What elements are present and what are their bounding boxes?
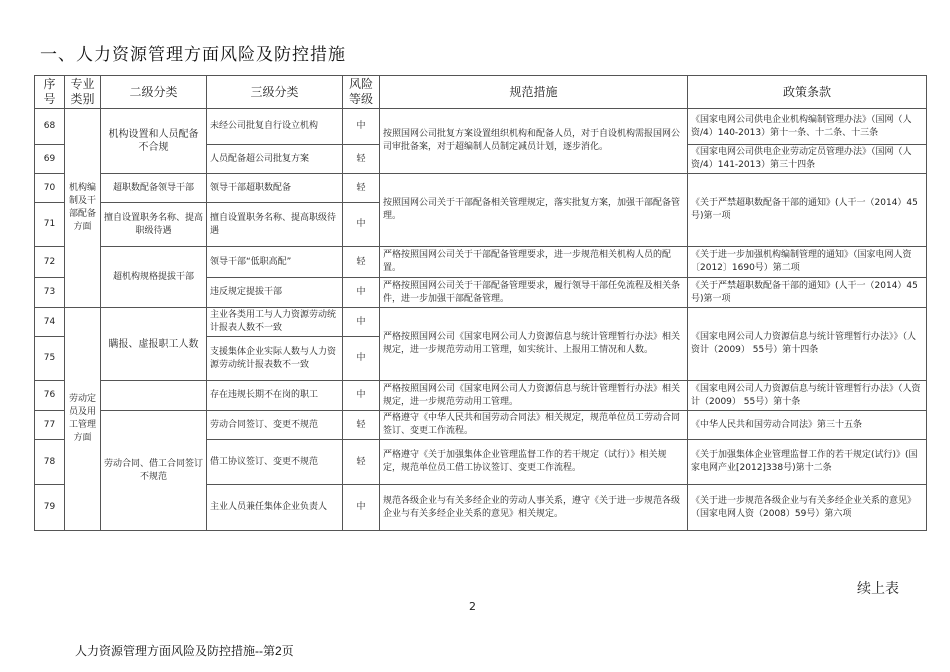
table-row (35, 247, 927, 278)
table-row (35, 308, 927, 337)
row-number: 68 (35, 109, 65, 145)
header-policy: 政策条款 (688, 76, 927, 109)
header-risk: 风险等级 (343, 76, 380, 109)
measure-cell: 规范各级企业与有关多经企业的劳动人事关系，遵守《关于进一步规范各级企业与有关多经企业关系的意见》相关规定。 (380, 485, 688, 531)
level3-category: 擅自设置职务名称、提高职级待遇 (207, 203, 343, 247)
continue-note: 续上表 (857, 581, 899, 597)
page-heading: 一、人力资源管理方面风险及防控措施 (40, 45, 346, 65)
risk-table (34, 75, 927, 531)
row-number: 73 (35, 278, 65, 308)
level3-category: 领导干部超职数配备 (207, 174, 343, 203)
policy-cell: 《国家电网公司人力资源信息与统计管理暂行办法》（人资计（2009） 55号）第十条 (688, 381, 927, 411)
policy-cell: 《关于严禁超职数配备干部的通知》(人干一（2014）45号)第一项 (688, 174, 927, 247)
row-number: 78 (35, 440, 65, 485)
risk-level: 中 (343, 308, 380, 337)
level3-category: 主业各类用工与人力资源劳动统计报表人数不一致 (207, 308, 343, 337)
measure-cell: 按照国网公司批复方案设置组织机构和配备人员，对于自设机构需报国网公司审批备案，对于超编制人员制定减员计划，逐步消化。 (380, 109, 688, 174)
risk-level: 轻 (343, 247, 380, 278)
level3-category: 人员配备超公司批复方案 (207, 145, 343, 174)
level2-category: 机构设置和人员配备不合规 (101, 109, 207, 174)
measure-cell: 严格遵守《中华人民共和国劳动合同法》相关规定，规范单位员工劳动合同签订、变更工作流程。 (380, 411, 688, 440)
policy-cell: 《关于进一步加强机构编制管理的通知》（国家电网人资〔2012〕1690号）第二项 (688, 247, 927, 278)
row-number: 69 (35, 145, 65, 174)
policy-cell: 《关于严禁超职数配备干部的通知》(人干一（2014）45号)第一项 (688, 278, 927, 308)
risk-level: 中 (343, 337, 380, 381)
policy-cell: 《中华人民共和国劳动合同法》第三十五条 (688, 411, 927, 440)
risk-level: 轻 (343, 440, 380, 485)
table-header-row (35, 76, 927, 109)
level3-category: 违反规定提拔干部 (207, 278, 343, 308)
header-measure: 规范措施 (380, 76, 688, 109)
row-number: 77 (35, 411, 65, 440)
risk-level: 中 (343, 203, 380, 247)
risk-level: 中 (343, 278, 380, 308)
risk-level: 中 (343, 485, 380, 531)
header-major: 专业类别 (65, 76, 101, 109)
row-number: 70 (35, 174, 65, 203)
level2-category: 超机构规格提拔干部 (101, 247, 207, 308)
measure-cell: 严格按照国网公司关于干部配备管理要求，履行领导干部任免流程及相关条件，进一步加强干部配备管理。 (380, 278, 688, 308)
level3-category: 未经公司批复自行设立机构 (207, 109, 343, 145)
risk-level: 轻 (343, 145, 380, 174)
header-level3: 三级分类 (207, 76, 343, 109)
row-number: 74 (35, 308, 65, 337)
level3-category: 劳动合同签订、变更不规范 (207, 411, 343, 440)
measure-cell: 严格按照国网公司《国家电网公司人力资源信息与统计管理暂行办法》相关规定，进一步规范劳动用工管理，如实统计、上报用工情况和人数。 (380, 308, 688, 381)
header-level2: 二级分类 (101, 76, 207, 109)
major-category: 劳动定员及用工管理方面 (65, 308, 101, 531)
row-number: 76 (35, 381, 65, 411)
row-number: 75 (35, 337, 65, 381)
policy-cell: 《关于进一步规范各级企业与有关多经企业关系的意见》（国家电网人资（2008）59号）第六项 (688, 485, 927, 531)
level3-category: 支援集体企业实际人数与人力资源劳动统计报表数不一致 (207, 337, 343, 381)
level2-category: 劳动合同、借工合同签订不规范 (101, 411, 207, 531)
policy-cell: 《国家电网公司人力资源信息与统计管理暂行办法》》（人资计（2009） 55号）第十四条 (688, 308, 927, 381)
measure-cell: 严格按照国网公司《国家电网公司人力资源信息与统计管理暂行办法》相关规定，进一步规范劳动用工管理。 (380, 381, 688, 411)
table-row (35, 381, 927, 411)
table-row (35, 174, 927, 203)
policy-cell: 《国家电网公司供电企业劳动定员管理办法》（国网（人资/4）141-2013）第三十四条 (688, 145, 927, 174)
level2-category-empty (101, 381, 207, 411)
measure-cell: 按照国网公司关于干部配备相关管理规定，落实批复方案，加强干部配备管理。 (380, 174, 688, 247)
level3-category: 借工协议签订、变更不规范 (207, 440, 343, 485)
policy-cell: 《关于加强集体企业管理监督工作的若干规定(试行)》(国家电网产业[2012]338号)第十二条 (688, 440, 927, 485)
level2-category: 超职数配备领导干部 (101, 174, 207, 203)
measure-cell: 严格遵守《关于加强集体企业管理监督工作的若干规定（试行）》相关规定，规范单位员工借工协议签订、变更工作流程。 (380, 440, 688, 485)
policy-cell: 《国家电网公司供电企业机构编制管理办法》（国网（人资/4）140-2013）第十一条、十二条、十三条 (688, 109, 927, 145)
row-number: 71 (35, 203, 65, 247)
measure-cell: 严格按照国网公司关于干部配备管理要求，进一步规范相关机构人员的配置。 (380, 247, 688, 278)
header-seq: 序号 (35, 76, 65, 109)
risk-level: 中 (343, 109, 380, 145)
page-number: 2 (469, 600, 476, 613)
level3-category: 主业人员兼任集体企业负责人 (207, 485, 343, 531)
row-number: 72 (35, 247, 65, 278)
level3-category: 领导干部“低职高配” (207, 247, 343, 278)
risk-level: 轻 (343, 411, 380, 440)
row-number: 79 (35, 485, 65, 531)
table-row (35, 411, 927, 440)
level2-category: 瞒报、虚报职工人数 (101, 308, 207, 381)
risk-level: 轻 (343, 174, 380, 203)
risk-level: 中 (343, 381, 380, 411)
table-row (35, 109, 927, 145)
level3-category: 存在违规长期不在岗的职工 (207, 381, 343, 411)
major-category: 机构编制及干部配备方面 (65, 109, 101, 308)
page-footer: 人力资源管理方面风险及防控措施--第2页 (75, 644, 294, 658)
level2-category: 擅自设置职务名称、提高职级待遇 (101, 203, 207, 247)
